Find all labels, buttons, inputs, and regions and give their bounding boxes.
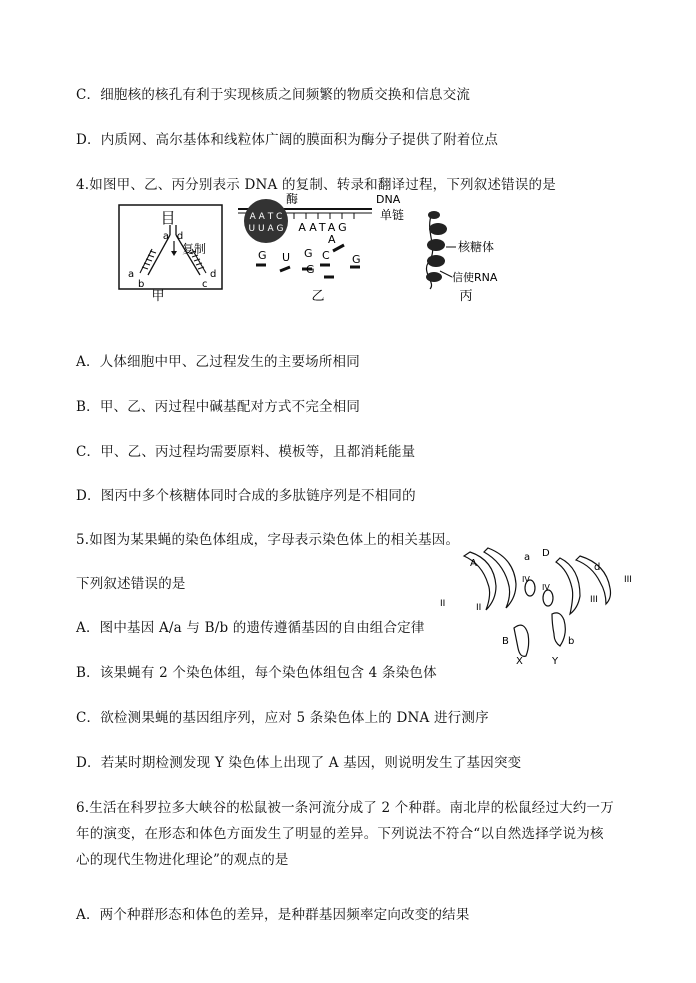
question-5-stem: 5.如图为某果蝇的染色体组成，字母表示染色体上的相关基因。: [76, 532, 460, 548]
gene-A-label: A: [470, 558, 477, 569]
gene-d-label: d: [594, 562, 601, 573]
yi-caption: 乙: [311, 289, 325, 303]
jia-d-label: d: [176, 231, 184, 242]
question-4-stem: 4.如图甲、乙、丙分别表示 DNA 的复制、转录和翻译过程，下列叙述错误的是: [76, 177, 556, 193]
q5-option-b: B．该果蝇有 2 个染色体组，每个染色体组包含 4 条染色体: [76, 665, 437, 681]
jia-copy-label: 复制: [181, 242, 207, 256]
q5-option-a: A．图中基因 A/a 与 B/b 的遗传遵循基因的自由组合定律: [76, 620, 425, 636]
jia-a-label: a: [162, 231, 170, 242]
jia-d2-label: d: [210, 269, 217, 280]
chromosome-III-right-label: III: [624, 575, 632, 585]
gene-B-label: B: [502, 636, 509, 647]
jia-caption: 甲: [151, 289, 165, 303]
fig-jia: [119, 205, 222, 303]
gene-a-label: a: [524, 552, 531, 563]
yi-free-base-7: G: [306, 263, 315, 276]
jia-b-label: b: [138, 279, 145, 290]
question-5-stem-2: 下列叙述错误的是: [76, 576, 186, 592]
jia-a2-label: a: [128, 269, 135, 280]
fig-yi: [238, 193, 404, 303]
q6-option-a: A．两个种群形态和体色的差异，是种群基因频率定向改变的结果: [76, 907, 470, 923]
chromosome-X-label: X: [516, 656, 523, 667]
jia-c-label: c: [202, 279, 208, 290]
q4-option-c: C．甲、乙、丙过程均需要原料、模板等，且都消耗能量: [76, 444, 416, 460]
jia-top-label: 目: [160, 209, 176, 227]
chromosome-IV-right-label: IV: [542, 583, 550, 592]
q4-option-d: D．图丙中多个核糖体同时合成的多肽链序列是不相同的: [76, 488, 416, 504]
option-d-line: D．内质网、高尔基体和线粒体广阔的膜面积为酶分子提供了附着位点: [76, 132, 499, 148]
yi-template-bases: AATAG: [298, 221, 350, 234]
q4-option-a: A．人体细胞中甲、乙过程发生的主要场所相同: [76, 354, 360, 370]
yi-free-base-4: G: [352, 253, 361, 266]
chromosome-II-right-label: II: [476, 603, 482, 613]
bing-ribosome-label: 核糖体: [458, 240, 495, 254]
figure-q5-chromosomes: [430, 538, 670, 668]
gene-b-label: b: [568, 636, 575, 647]
option-c-line: C．细胞核的核孔有利于实现核质之间频繁的物质交换和信息交流: [76, 87, 471, 103]
yi-enzyme-label: 酶: [285, 193, 299, 206]
chromosome-Y-label: Y: [552, 656, 559, 667]
figure-q4: [110, 193, 530, 303]
q4-option-b: B．甲、乙、丙过程中碱基配对方式不完全相同: [76, 399, 361, 415]
yi-free-base-5: G: [258, 249, 267, 262]
yi-free-base-6: U: [282, 251, 291, 264]
question-6-stem-1: 6.生活在科罗拉多大峡谷的松鼠被一条河流分成了 2 个种群。南北岸的松鼠经过大约一万: [76, 800, 614, 816]
bing-mrna-label: 信使RNA: [452, 271, 498, 284]
yi-single-strand-label: 单链: [380, 208, 405, 222]
question-6-stem-2: 年的演变，在形态和体色方面发生了明显的差异。下列说法不符合“以自然选择学说为核: [76, 826, 604, 842]
question-6-stem-3: 心的现代生物进化理论”的观点的是: [76, 852, 289, 868]
yi-bubble-top: A A T C: [249, 212, 283, 222]
chromosome-II-left-label: II: [440, 599, 446, 609]
q5-option-d: D．若某时期检测发现 Y 染色体上出现了 A 基因，则说明发生了基因突变: [76, 755, 522, 771]
yi-dna-label: DNA: [376, 193, 401, 206]
yi-free-base-2: C: [322, 249, 330, 262]
fig-bing: [426, 211, 498, 303]
bing-caption: 丙: [459, 289, 473, 303]
gene-D-label: D: [542, 548, 550, 559]
yi-free-base-1: A: [328, 233, 336, 246]
chromosome-IV-left-label: IV: [522, 575, 530, 584]
q5-option-c: C．欲检测果蝇的基因组序列，应对 5 条染色体上的 DNA 进行测序: [76, 710, 489, 726]
yi-free-base-3: G: [304, 247, 313, 260]
yi-bubble-bottom: U U A G: [248, 224, 284, 234]
chromosome-III-left-label: III: [590, 595, 598, 605]
